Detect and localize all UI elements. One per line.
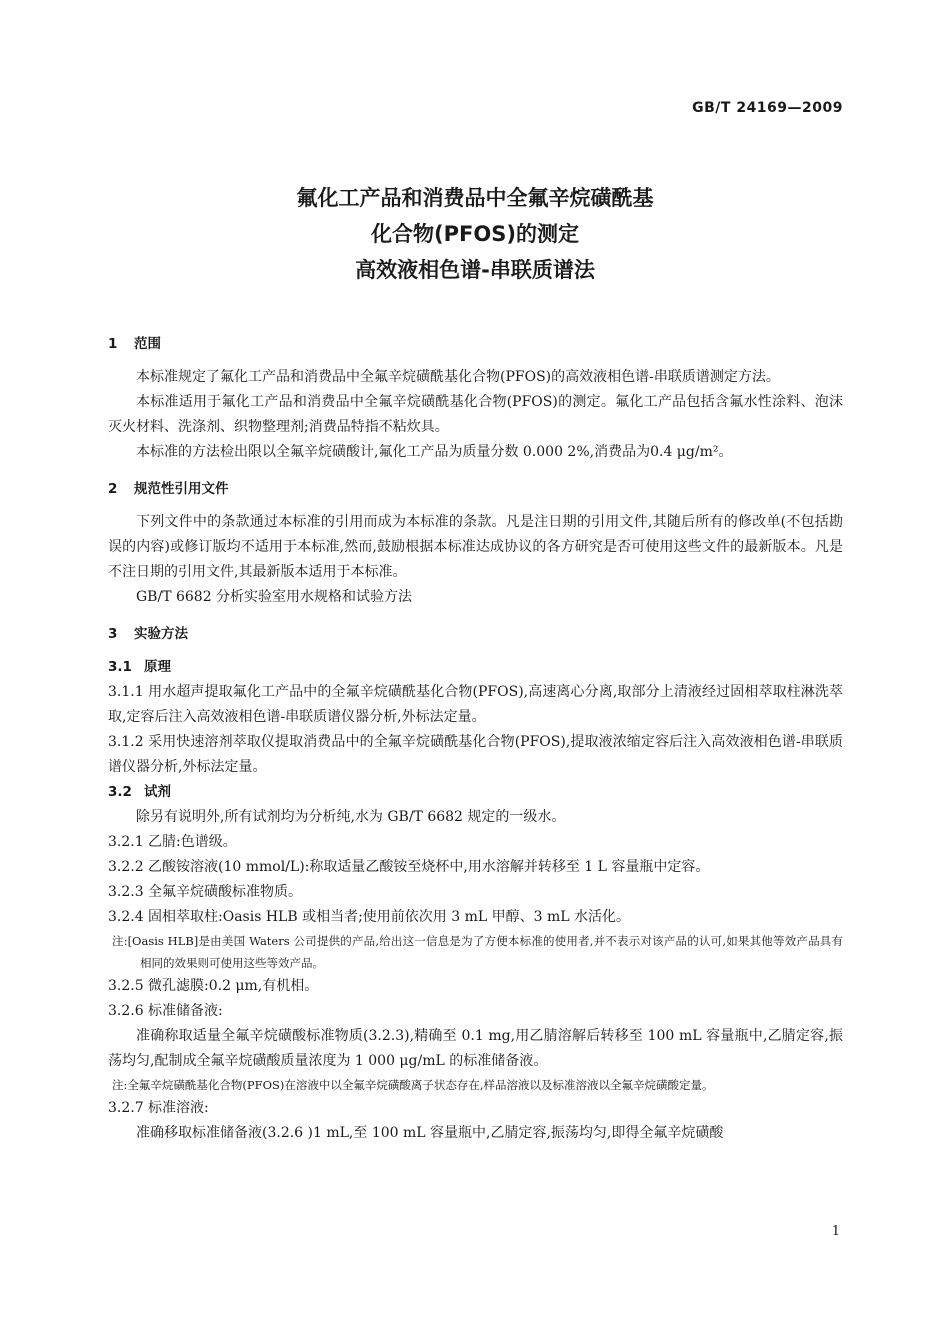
section-2-heading bbox=[108, 477, 843, 502]
clause-3-2-3 bbox=[108, 880, 843, 905]
paragraph: 下列文件中的条款通过本标准的引用而成为本标准的条款。凡是注日期的引用文件,其随后所有的修改单(不包括勘误的内容)或修订版均不适用于本标准,然而,鼓励根据本标准达成协议的各方研究是否可使用这些文件的最新版本。凡是不注日期的引用文件,其最新版本适用于本标准。 bbox=[108, 514, 843, 580]
clause-text: 乙腈:色谱级。 bbox=[148, 834, 237, 850]
clause-3-1-1 bbox=[108, 680, 843, 730]
section-title: 范围 bbox=[134, 336, 161, 352]
clause-text: 采用快速溶剂萃取仪提取消费品中的全氟辛烷磺酰基化合物(PFOS),提取液浓缩定容后注入高效液相色谱-串联质谱仪器分析,外标法定量。 bbox=[108, 734, 843, 775]
clause-text: 乙酸铵溶液(10 mmol/L):称取适量乙酸铵至烧杯中,用水溶解并转移至 1 L 容量瓶中定容。 bbox=[148, 859, 710, 875]
paragraph: 准确称取适量全氟辛烷磺酸标准物质(3.2.3),精确至 0.1 mg,用乙腈溶解后转移至 100 mL 容量瓶中,乙腈定容,振荡均匀,配制成全氟辛烷磺酸质量浓度为 1 000 μg/mL 的标准储备液。 bbox=[108, 1028, 843, 1069]
clause-text: 固相萃取柱:Oasis HLB 或相当者;使用前依次用 3 mL 甲醇、3 mL 水活化。 bbox=[148, 909, 631, 925]
clause-3-2-5 bbox=[108, 974, 843, 999]
clause-3-2-4 bbox=[108, 905, 843, 930]
subsection-title: 原理 bbox=[144, 659, 171, 675]
clause-number: 3.2.6 bbox=[108, 1003, 144, 1019]
clause-text: 标准储备液: bbox=[148, 1003, 223, 1019]
section-1-heading bbox=[108, 332, 843, 357]
standard-number: GB/T 24169—2009 bbox=[692, 100, 843, 116]
clause-3-1-2 bbox=[108, 730, 843, 780]
normative-reference: GB/T 6682 分析实验室用水规格和试验方法 bbox=[136, 589, 413, 605]
subsection-number: 3.2 bbox=[108, 784, 132, 800]
clause-number: 3.2.5 bbox=[108, 978, 144, 994]
clause-number: 3.2.1 bbox=[108, 834, 144, 850]
subsection-3-1-heading bbox=[108, 655, 843, 680]
page-number: 1 bbox=[831, 1224, 840, 1239]
document-body bbox=[108, 328, 843, 1146]
section-title: 实验方法 bbox=[134, 626, 188, 642]
clause-text: 全氟辛烷磺酸标准物质。 bbox=[148, 884, 302, 900]
paragraph: 准确移取标准储备液(3.2.6 )1 mL,至 100 mL 容量瓶中,乙腈定容,振荡均匀,即得全氟辛烷磺酸 bbox=[136, 1125, 724, 1141]
section-3-heading bbox=[108, 622, 843, 647]
section-number: 3 bbox=[108, 626, 118, 642]
section-title: 规范性引用文件 bbox=[134, 481, 229, 497]
clause-number: 3.1.1 bbox=[108, 684, 144, 700]
clause-3-2-2 bbox=[108, 855, 843, 880]
clause-number: 3.1.2 bbox=[108, 734, 144, 750]
section-number: 1 bbox=[108, 336, 118, 352]
clause-number: 3.2.7 bbox=[108, 1100, 144, 1116]
clause-text: 用水超声提取氟化工产品中的全氟辛烷磺酰基化合物(PFOS),高速离心分离,取部分上清液经过固相萃取柱淋洗萃取,定容后注入高效液相色谱-串联质谱仪器分析,外标法定量。 bbox=[108, 684, 843, 725]
document-title bbox=[0, 180, 950, 288]
clause-text: 标准溶液: bbox=[148, 1100, 209, 1116]
note: 注:全氟辛烷磺酰基化合物(PFOS)在溶液中以全氟辛烷磺酸离子状态存在,样品溶液以及标准溶液以全氟辛烷磺酸定量。 bbox=[112, 1078, 714, 1092]
clause-number: 3.2.4 bbox=[108, 909, 144, 925]
clause-3-2-6 bbox=[108, 999, 843, 1024]
clause-number: 3.2.2 bbox=[108, 859, 144, 875]
title-line-3: 高效液相色谱-串联质谱法 bbox=[355, 258, 595, 282]
paragraph: 本标准适用于氟化工产品和消费品中全氟辛烷磺酰基化合物(PFOS)的测定。氟化工产品包括含氟水性涂料、泡沫灭火材料、洗涤剂、织物整理剂;消费品特指不粘炊具。 bbox=[108, 394, 843, 435]
clause-number: 3.2.3 bbox=[108, 884, 144, 900]
note: 注:[Oasis HLB]是由美国 Waters 公司提供的产品,给出这一信息是为了方便本标准的使用者,并不表示对该产品的认可,如果其他等效产品具有相同的效果则可使用这些等效产品。 bbox=[112, 934, 843, 970]
subsection-number: 3.1 bbox=[108, 659, 132, 675]
section-number: 2 bbox=[108, 481, 118, 497]
clause-3-2-7 bbox=[108, 1096, 843, 1121]
clause-3-2-1 bbox=[108, 830, 843, 855]
paragraph: 本标准规定了氟化工产品和消费品中全氟辛烷磺酰基化合物(PFOS)的高效液相色谱-串联质谱测定方法。 bbox=[136, 369, 780, 385]
paragraph: 除另有说明外,所有试剂均为分析纯,水为 GB/T 6682 规定的一级水。 bbox=[136, 809, 566, 825]
title-line-1: 氟化工产品和消费品中全氟辛烷磺酰基 bbox=[296, 186, 654, 210]
title-line-2: 化合物(PFOS)的测定 bbox=[371, 222, 579, 246]
clause-text: 微孔滤膜:0.2 μm,有机相。 bbox=[148, 978, 319, 994]
subsection-3-2-heading bbox=[108, 780, 843, 805]
paragraph: 本标准的方法检出限以全氟辛烷磺酸计,氟化工产品为质量分数 0.000 2%,消费品为0.4 μg/m²。 bbox=[136, 444, 733, 460]
subsection-title: 试剂 bbox=[144, 784, 171, 800]
